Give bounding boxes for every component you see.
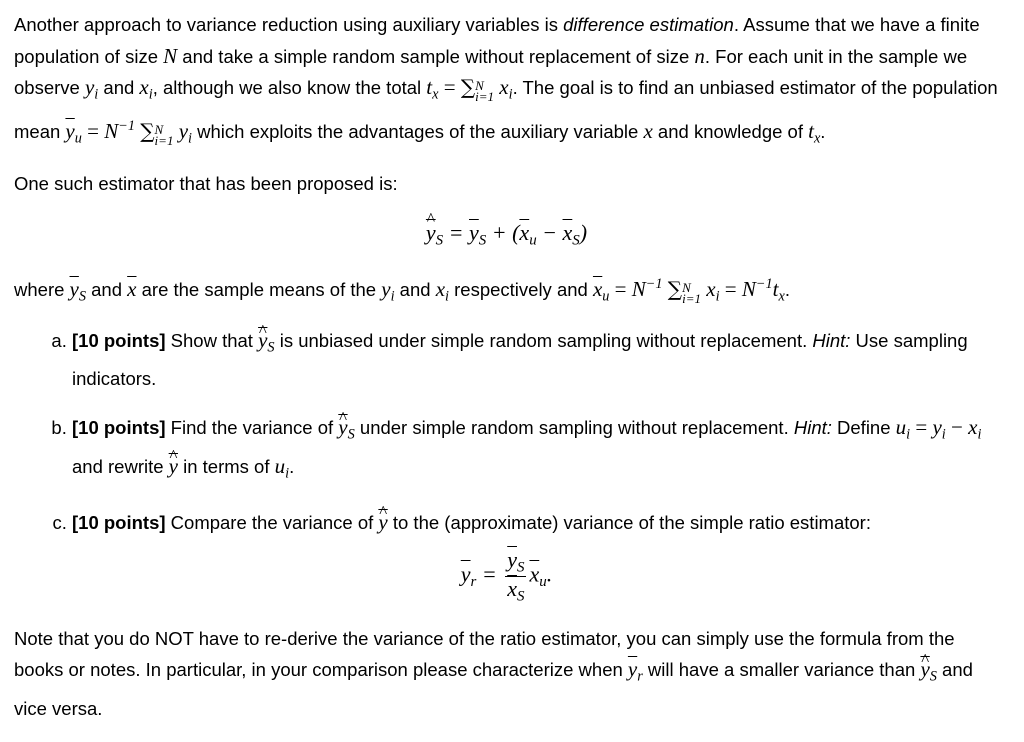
points-label: [10 points] <box>72 511 166 533</box>
text-segment: and vice versa. <box>14 659 973 719</box>
ratio-estimator-formula: $\overline{y}_r$ = $\frac{\overline{y}_S}{\overline{x}_S}$ $\overline{x}_u$. <box>460 546 553 605</box>
text-segment: . <box>820 120 826 142</box>
text-segment: . The goal is to find an unbiased estimator of the population mean <box>14 77 998 142</box>
text-segment: . <box>289 455 295 477</box>
where-paragraph: where $\overline{y}_S$ and $\overline{x}$ are the sample means of the $y_i$ and $x_i$ respectively and $\overline{x}_u = N^{-1}$ ∑ N i=1 $x_i = N^{-1}t_x$. <box>14 276 790 307</box>
text-segment: under simple random sampling without replacement. <box>354 417 794 439</box>
text-segment: is unbiased under simple random sampling without replacement. <box>274 330 813 352</box>
text-segment: respectively and <box>448 279 593 301</box>
note-paragraph: Note that you do NOT have to re-derive the variance of the ratio estimator, you can simply use the formula from the books or notes. In particular, in your comparison please characterize when $\overline{y}_r$ will have a smaller variance than ^ $\overline{y}_S$ and vice versa. <box>14 623 999 725</box>
document-body <box>14 9 999 724</box>
part-b: b. [10 points] Find the variance of ^ $\overline{y}_S$ under simple random sampling without replacement. Hint: Define $u_i = y_i - x_i$ and rewrite ^ $\overline{y}$ in terms of $u_i$. <box>72 412 999 489</box>
points-label: [10 points] <box>72 417 166 439</box>
proposed-line: One such estimator that has been proposed is: <box>14 173 398 195</box>
points-label: [10 points] <box>72 330 166 352</box>
text-segment: and knowledge of <box>652 120 809 142</box>
text-segment: Show that <box>165 330 259 352</box>
text-segment: will have a smaller variance than <box>642 659 921 681</box>
hint-label: Hint: <box>812 330 851 352</box>
text-segment: Note that you do NOT have to re-derive the variance of the ratio estimator, you can simply use the formula from the books or notes. In particular, in your comparison please characterize when <box>14 627 955 681</box>
text-segment: Define <box>831 417 896 439</box>
text-segment: and <box>394 279 436 301</box>
text-segment: . For each unit in the sample we observe <box>14 45 968 98</box>
text-segment: and <box>86 279 128 301</box>
text-segment: and take a simple random sample without replacement of size <box>177 45 695 67</box>
part-c: c. [10 points] Compare the variance of ^ $\overline{y}$ to the (approximate) variance of the simple ratio estimator: <box>72 507 999 538</box>
text-segment: which exploits the advantages of the auxiliary variable <box>192 120 644 142</box>
emphasis-term: difference estimation <box>563 14 734 35</box>
text-segment: to the (approximate) variance of the simple ratio estimator: <box>387 511 871 533</box>
text-segment: are the sample means of the <box>136 279 382 301</box>
text-segment: Compare the variance of <box>165 511 379 533</box>
text-segment: Another approach to variance reduction using auxiliary variables is <box>14 14 564 35</box>
text-segment: Find the variance of <box>165 417 339 439</box>
question-parts <box>14 325 999 538</box>
intro-paragraph: Another approach to variance reduction using auxiliary variables is difference estimation. Assume that we have a finite population of size N and take a simple random sample without replacement of size n. For each unit in the sample we observe $y_i$ and $x_i$, although we also know the total $t_x$ = ∑ N i=1 $x_i$. The goal is to find an unbiased estimator of the population mean $\overline{y}_u = N^{-1}$ ∑ N i=1 $y_i$ which exploits the advantages of the auxiliary variable x and knowledge of $t_x$. <box>14 14 998 148</box>
text-segment: and <box>98 77 140 98</box>
text-segment: Use sampling indicators. <box>72 330 968 390</box>
hint-label: Hint: <box>793 417 832 439</box>
text-segment: where <box>14 279 70 301</box>
text-segment: . <box>784 279 790 301</box>
text-segment: . Assume that we have a finite population of size <box>14 14 980 67</box>
text-segment: , although we also know the total <box>152 77 427 98</box>
difference-estimator-formula: ^ $\overline{y}_S = \overline{y}_S + (\overline{x}_u - \overline{x}_S)$ <box>14 220 999 249</box>
text-segment: and rewrite <box>72 455 169 477</box>
text-segment: in terms of <box>177 455 275 477</box>
part-a: a. [10 points] Show that ^ $\overline{y}_S$ is unbiased under simple random sampling without replacement. Hint: Use sampling indicators. <box>72 325 999 394</box>
